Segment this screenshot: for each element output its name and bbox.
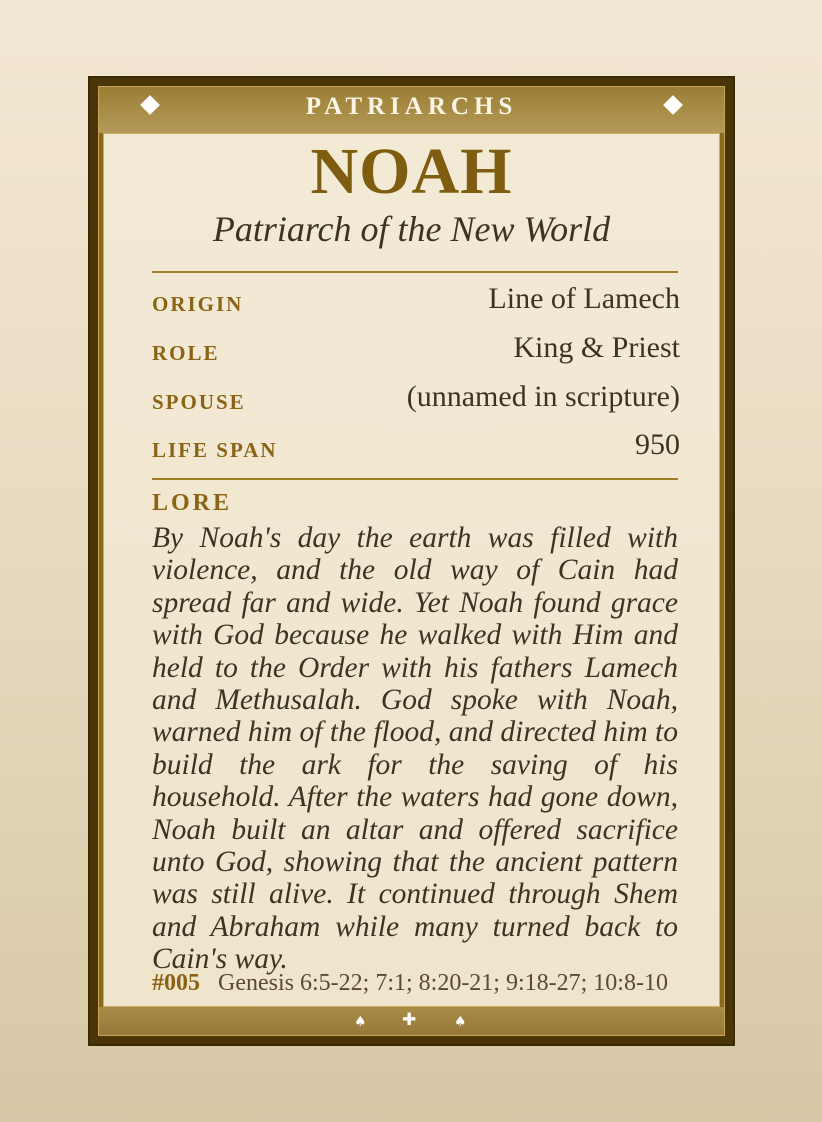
card-header: [99, 87, 724, 133]
stat-row-origin: [152, 278, 680, 322]
stat-value: King & Priest: [513, 331, 680, 364]
stat-value: (unnamed in scripture): [406, 380, 680, 413]
stat-label: ORIGIN: [152, 292, 244, 316]
stat-value: 950: [635, 428, 680, 461]
card-name: NOAH: [310, 135, 513, 208]
spade-icon: ♠: [354, 1014, 367, 1030]
divider: [152, 271, 678, 273]
stat-row-role: [152, 327, 680, 371]
spade-icon: ♠: [454, 1014, 467, 1030]
stat-value: Line of Lamech: [488, 282, 680, 315]
stat-label: ROLE: [152, 341, 220, 365]
card-footer-line: [152, 970, 682, 997]
card-footer: [99, 1007, 724, 1035]
stat-label: LIFE SPAN: [152, 438, 278, 462]
lore-text: By Noah's day the earth was filled with violence, and the old way of Cain had spread far and wide. Yet Noah found grace with God because he walked with Him and held to the Order with his fathers Lamech and Methusalah. God spoke with Noah, warned him of the flood, and directed him to build the ark for the saving of his household. After the waters had gone down, Noah built an altar and offered sacrifice unto God, showing that the ancient pattern was still alive. It continued through Shem and Abraham while many turned back to Cain's way.: [152, 522, 678, 976]
card-subtitle: Patriarch of the New World: [212, 209, 611, 249]
character-card: [88, 76, 735, 1046]
card-number: #005: [152, 970, 200, 996]
cross-icon: ✚: [402, 1010, 417, 1030]
card-frame: [98, 86, 725, 1036]
card-category: PATRIARCHS: [305, 93, 518, 120]
lore-label: LORE: [152, 490, 233, 516]
stat-row-life-span: [152, 424, 680, 468]
stat-row-spouse: [152, 376, 680, 420]
stat-label: SPOUSE: [152, 390, 246, 414]
divider: [152, 478, 678, 480]
card-body: [103, 133, 720, 1007]
scripture-references: Genesis 6:5-22; 7:1; 8:20-21; 9:18-27; 10:8-10: [218, 970, 668, 996]
